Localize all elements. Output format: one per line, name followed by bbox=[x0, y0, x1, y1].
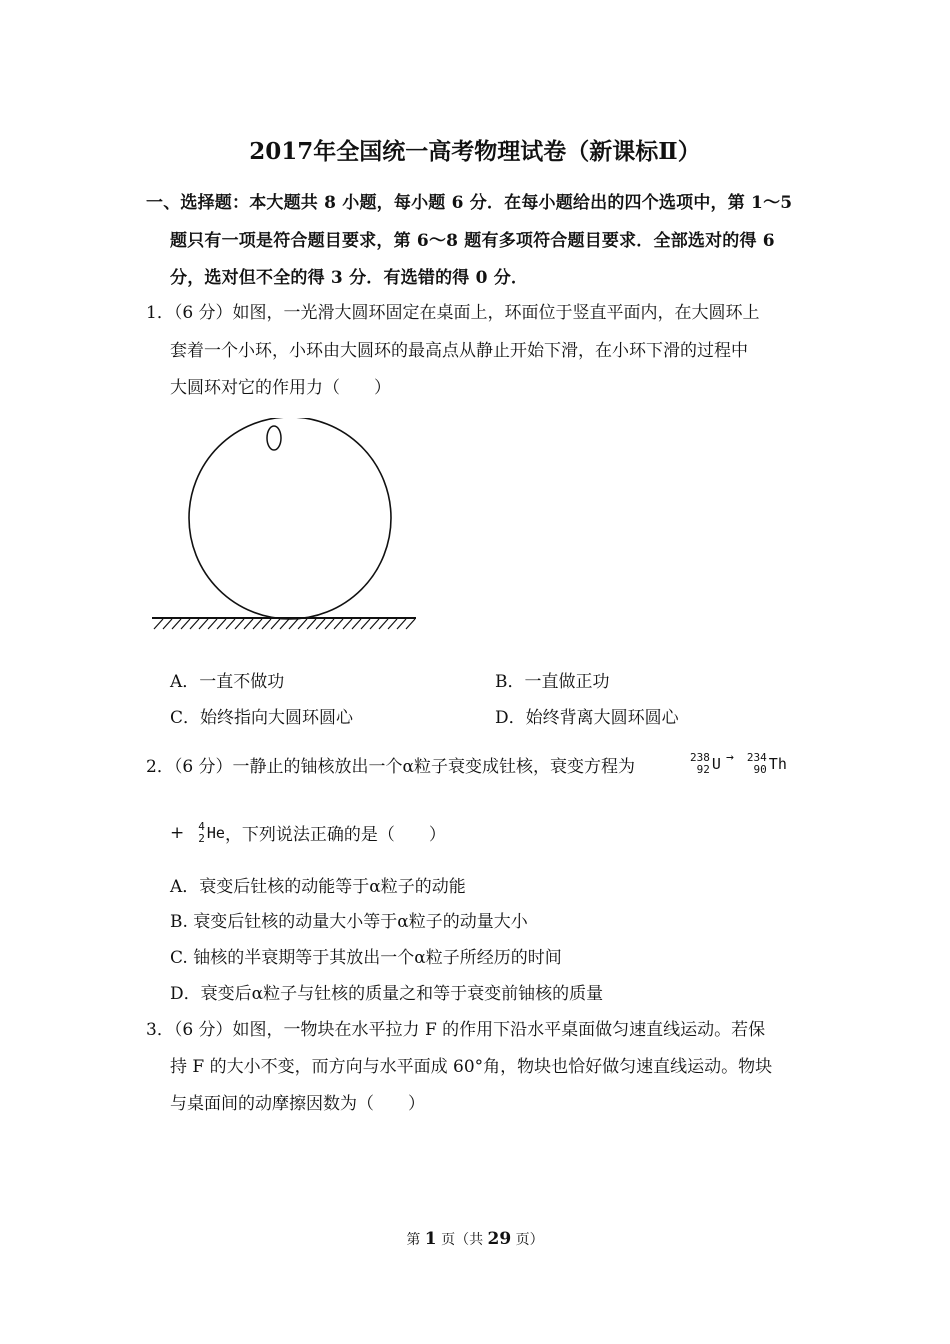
he-charge-number: 2 bbox=[198, 831, 205, 845]
thorium-nuclide bbox=[747, 752, 787, 776]
footer-total-pages: 29 bbox=[487, 1229, 512, 1249]
u-mass-number: 238 bbox=[690, 751, 710, 764]
section-instructions-line-2: 题只有一项是符合题目要求，第 6～8 题有多项符合题目要求．全部选对的得 6 bbox=[170, 231, 775, 251]
small-ring bbox=[267, 426, 281, 450]
large-ring bbox=[189, 418, 391, 619]
q2-option-c: C. 铀核的半衰期等于其放出一个α粒子所经历的时间 bbox=[170, 948, 562, 968]
u-charge-number: 92 bbox=[696, 763, 710, 776]
section-instructions-line-1: 一、选择题：本大题共 8 小题，每小题 6 分．在每小题给出的四个选项中，第 1～5 bbox=[146, 193, 793, 213]
th-mass-number: 234 bbox=[746, 751, 767, 764]
he-mass-number: 4 bbox=[198, 819, 205, 833]
table-hatching bbox=[154, 619, 415, 629]
th-symbol: Th bbox=[768, 755, 787, 773]
question-1-line-3: 大圆环对它的作用力（ ） bbox=[170, 378, 391, 398]
footer-page-number: 1 bbox=[424, 1229, 437, 1249]
footer-prefix: 第 bbox=[406, 1232, 421, 1248]
arrow-icon: → bbox=[726, 750, 734, 765]
he-symbol: He bbox=[206, 823, 225, 842]
q1-option-b: B．一直做正功 bbox=[495, 672, 610, 692]
question-2-tail: ，下列说法正确的是（ ） bbox=[224, 825, 446, 845]
section-instructions-line-3: 分，选对但不全的得 3 分．有选错的得 0 分． bbox=[170, 268, 529, 288]
question-1-line-1: 1．（6 分）如图，一光滑大圆环固定在桌面上，环面位于竖直平面内，在大圆环上 bbox=[146, 303, 760, 323]
question-3-line-2: 持 F 的大小不变，而方向与水平面成 60°角，物块也恰好做匀速直线运动。物块 bbox=[170, 1057, 773, 1077]
footer-middle: 页（共 bbox=[441, 1232, 484, 1248]
q2-option-a: A．衰变后钍核的动能等于α粒子的动能 bbox=[170, 877, 466, 897]
q2-option-b: B. 衰变后钍核的动量大小等于α粒子的动量大小 bbox=[170, 912, 528, 932]
ring-on-table-figure bbox=[148, 418, 420, 633]
q1-option-a: A．一直不做功 bbox=[170, 672, 285, 692]
question-2-line-1: 2．（6 分）一静止的铀核放出一个α粒子衰变成钍核，衰变方程为 bbox=[146, 757, 636, 777]
question-1-line-2: 套着一个小环，小环由大圆环的最高点从静止开始下滑，在小环下滑的过程中 bbox=[170, 341, 748, 361]
question-3-line-1: 3．（6 分）如图，一物块在水平拉力 F 的作用下沿水平桌面做匀速直线运动。若保 bbox=[146, 1020, 766, 1040]
decay-equation bbox=[690, 746, 787, 776]
page-title: 2017年全国统一高考物理试卷（新课标Ⅱ） bbox=[249, 138, 701, 165]
u-symbol: U bbox=[711, 755, 721, 773]
uranium-nuclide bbox=[690, 752, 721, 776]
plus-sign: + bbox=[170, 822, 185, 843]
helium-nuclide bbox=[198, 821, 225, 845]
question-2-line-2 bbox=[170, 820, 446, 845]
q1-option-c: C．始终指向大圆环圆心 bbox=[170, 708, 354, 728]
q2-option-d: D．衰变后α粒子与钍核的质量之和等于衰变前铀核的质量 bbox=[170, 984, 604, 1004]
th-charge-number: 90 bbox=[753, 763, 767, 776]
question-3-line-3: 与桌面间的动摩擦因数为（ ） bbox=[170, 1094, 425, 1114]
page-footer bbox=[0, 1229, 950, 1249]
q1-option-d: D．始终背离大圆环圆心 bbox=[495, 708, 679, 728]
footer-suffix: 页） bbox=[515, 1232, 544, 1248]
